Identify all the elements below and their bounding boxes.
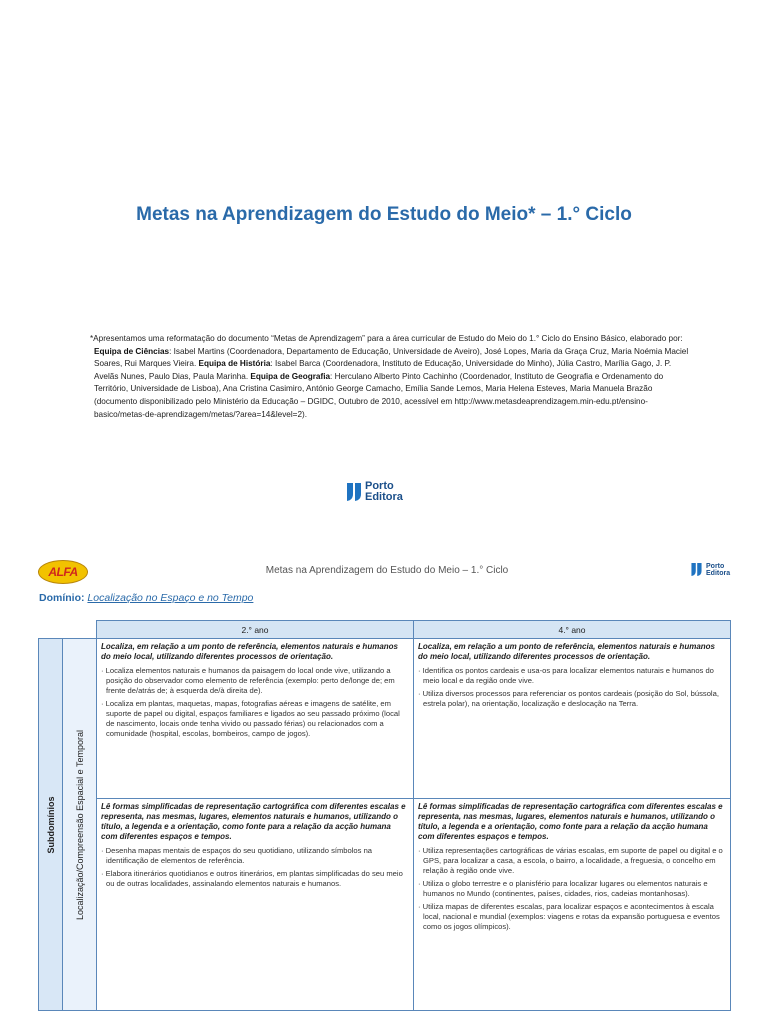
footnote-segment: : Isabel Martins (Coordenadora, Departamento de Educação, Universidade de Aveiro), José Lopes, Maria da Graça Cruz, Maria Noémia Maciel Soares, Rui Marques Vieira. xyxy=(94,346,689,369)
goal-descriptor: · Identifica os pontos cardeais e usa-os para localizar elementos naturais e humanos do meio local e da região onde vive. xyxy=(418,666,714,685)
publisher-name-line2: Editora xyxy=(706,570,731,577)
table-cell xyxy=(414,799,731,1011)
footnote-segment: *Apresentamos uma reformatação do documento “Metas de Aprendizagem” para a área curricular de Estudo do Meio do 1.° Ciclo do Ensino Básico, elaborado por: xyxy=(90,334,683,343)
goal-descriptor: · Utiliza representações cartográficas de várias escalas, em suporte de papel ou digital e o GPS, para localizar a casa, a escola, o bairro, a localidade, a freguesia, o concelho em relação à região onde vive. xyxy=(418,846,723,875)
porto-editora-logo xyxy=(346,480,426,506)
domain-line xyxy=(39,592,253,604)
table-page xyxy=(0,540,768,1024)
team-name: Equipa de Geografia xyxy=(250,371,331,381)
footnote-segment: : Isabel Barca (Coordenadora, Instituto de Educação, Universidade do Minho), Júlia Castro, Marília Gago, J. P. Avelãs Nunes, Paulo Dias, Paula Marinha. xyxy=(94,359,672,381)
footnote-segment: : Herculano Alberto Pinto Cachinho (Coordenador, Instituto de Geografia e Ordenamento do Território, Universidade de Lisboa), Ana Cristina Casimiro, António George Camacho, Emília Sande Lemos, Maria Helena Esteves, Maria Manuela Brazão (documento disponibilizado pelo Ministério da Educação – DGIDC, Outubro de 2010, acessível em http://www.metasdeaprendizagem.min-edu.pt/ensino-basico/metas-de-aprendizagem/metas/?area=14&level=2). xyxy=(94,371,664,419)
porto-editora-mark-icon xyxy=(346,483,362,501)
goal-descriptor: · Localiza em plantas, maquetas, mapas, fotografias aéreas e imagens de satélite, em suporte de papel ou digital, espaços familiares e ligados ao seu passado próximo (local de nascimento, locais onde tenha vivido ou passado férias) ou relacionados com a comunidade (hospital, escolas, bombeiros, campo de jogos). xyxy=(101,699,400,738)
table-cell xyxy=(97,639,414,799)
learning-goal: Localiza, em relação a um ponto de referência, elementos naturais e humanos do meio local, utilizando diferentes processos de orientação. xyxy=(101,642,398,661)
porto-editora-mark-icon xyxy=(690,563,703,576)
column-header-2-ano: 2.° ano xyxy=(97,621,414,639)
publisher-name-line1: Porto xyxy=(706,563,725,570)
publisher-name-line2: Editora xyxy=(365,491,403,503)
domain-label: Domínio: xyxy=(39,592,85,604)
footnote-text xyxy=(90,333,690,421)
goal-descriptor: · Utiliza o globo terrestre e o planisfério para localizar lugares ou elementos naturais e humanos no Mundo (continentes, países, cidades, rios, cadeias montanhosas). xyxy=(418,879,708,898)
goal-descriptor: · Utiliza mapas de diferentes escalas, para localizar espaços e acontecimentos à escala local, nacional e mundial (exemplos: viagens e rotas da expansão portuguesa e eventos como os jogos olímpicos). xyxy=(418,902,720,931)
domain-link[interactable]: Localização no Espaço e no Tempo xyxy=(87,592,254,604)
credits-footnote xyxy=(90,333,690,421)
team-name: Equipa de Ciências xyxy=(94,346,170,356)
column-header-4-ano: 4.° ano xyxy=(414,621,731,639)
porto-editora-small-logo xyxy=(690,563,740,579)
learning-goal: Localiza, em relação a um ponto de referência, elementos naturais e humanos do meio local, utilizando diferentes processos de orientação. xyxy=(418,642,715,661)
running-header: Metas na Aprendizagem do Estudo do Meio – 1.° Ciclo xyxy=(265,565,509,576)
page-title: Metas na Aprendizagem do Estudo do Meio* – 1.° Ciclo xyxy=(136,204,632,225)
subdominios-label-cell xyxy=(39,639,63,1011)
goal-descriptor: · Desenha mapas mentais de espaços do seu quotidiano, utilizando símbolos na identificação de elementos de referência. xyxy=(101,846,373,865)
goal-descriptor: · Localiza elementos naturais e humanos da paisagem do local onde vive, utilizando a posição do observador como elemento de referência (exemplo: perto de/longe de; em frente de/atrás de; à esquerda de/à direita de). xyxy=(101,666,395,695)
goals-table xyxy=(38,620,731,1011)
goal-descriptor: · Utiliza diversos processos para referenciar os pontos cardeais (posição do Sol, bússola, estrela polar), na orientação, localização e deslocação na Terra. xyxy=(418,689,719,708)
subdomain-label-cell xyxy=(63,639,97,1011)
team-name: Equipa de História xyxy=(198,359,271,369)
goal-descriptor: · Elabora itinerários quotidianos e outros itinerários, em plantas simplificadas do seu meio ou de outras localidades, assinalando elementos naturais e humanos. xyxy=(101,869,403,888)
alfa-logo-text: ALFA xyxy=(48,565,78,579)
learning-goal: Lê formas simplificadas de representação cartográfica com diferentes escalas e representa, nas mesmas, lugares, elementos naturais e humanos, utilizando o título, a legenda e a orientação, como fonte para a relação da acção humana com diferentes espaços e tempos. xyxy=(418,802,723,841)
table-cell xyxy=(414,639,731,799)
publisher-name-line1: Porto xyxy=(365,480,394,492)
subdominios-label: Subdomínios xyxy=(45,796,56,853)
table-cell xyxy=(97,799,414,1011)
subdomain-label: Localização/Compreensão Espacial e Temporal xyxy=(74,729,85,920)
learning-goal: Lê formas simplificadas de representação cartográfica com diferentes escalas e representa, nas mesmas, lugares, elementos naturais e humanos, utilizando o título, a legenda e a orientação, como fonte para a relação da acção humana com diferentes espaços e tempos. xyxy=(101,802,406,841)
